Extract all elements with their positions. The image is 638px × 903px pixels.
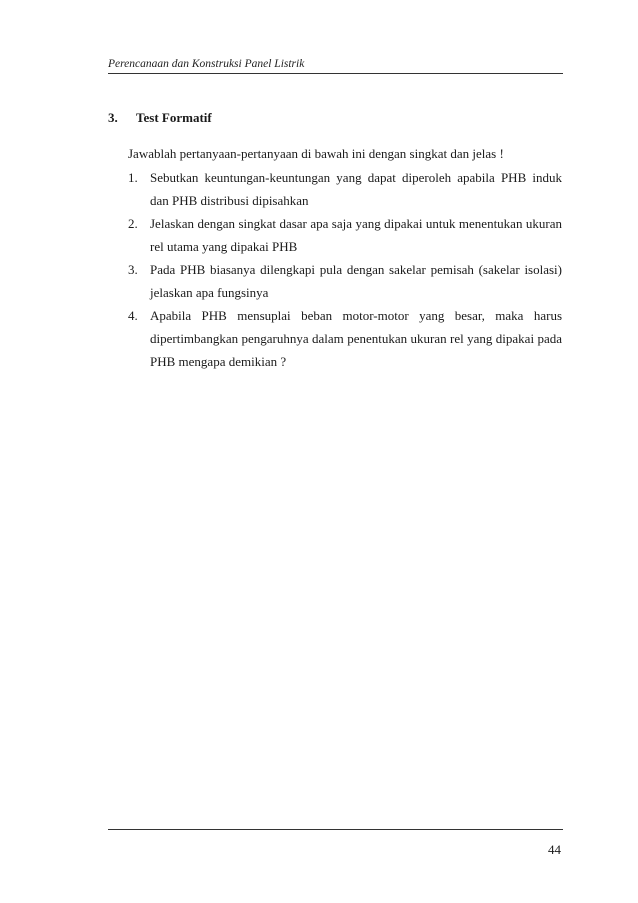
question-item [128, 304, 562, 373]
page-number: 44 [548, 842, 561, 857]
instructions-text: Jawablah pertanyaan-pertanyaan di bawah ini dengan singkat dan jelas ! [128, 146, 504, 161]
question-text: Apabila PHB mensuplai beban motor-motor yang besar, maka harus dipertimbangkan pengaruhnya dalam penentukan ukuran rel yang dipakai pada PHB mengapa demikian ? [150, 308, 562, 369]
section-number: 3. [108, 110, 118, 125]
running-header: Perencanaan dan Konstruksi Panel Listrik [108, 58, 305, 70]
footer-divider [108, 829, 563, 830]
section-title: Test Formatif [136, 110, 212, 125]
question-text: Jelaskan dengan singkat dasar apa saja yang dipakai untuk menentukan ukuran rel utama yang dipakai PHB [150, 216, 562, 254]
question-number: 4. [128, 308, 138, 323]
question-number: 2. [128, 216, 138, 231]
section-heading [108, 110, 212, 126]
question-text: Pada PHB biasanya dilengkapi pula dengan sakelar pemisah (sakelar isolasi) jelaskan apa fungsinya [150, 262, 562, 300]
question-list [128, 166, 562, 373]
question-item [128, 212, 562, 258]
question-item [128, 258, 562, 304]
question-item [128, 166, 562, 212]
question-number: 3. [128, 262, 138, 277]
header-divider [108, 73, 563, 74]
question-number: 1. [128, 170, 138, 185]
question-text: Sebutkan keuntungan-keuntungan yang dapat diperoleh apabila PHB induk dan PHB distribusi dipisahkan [150, 170, 562, 208]
